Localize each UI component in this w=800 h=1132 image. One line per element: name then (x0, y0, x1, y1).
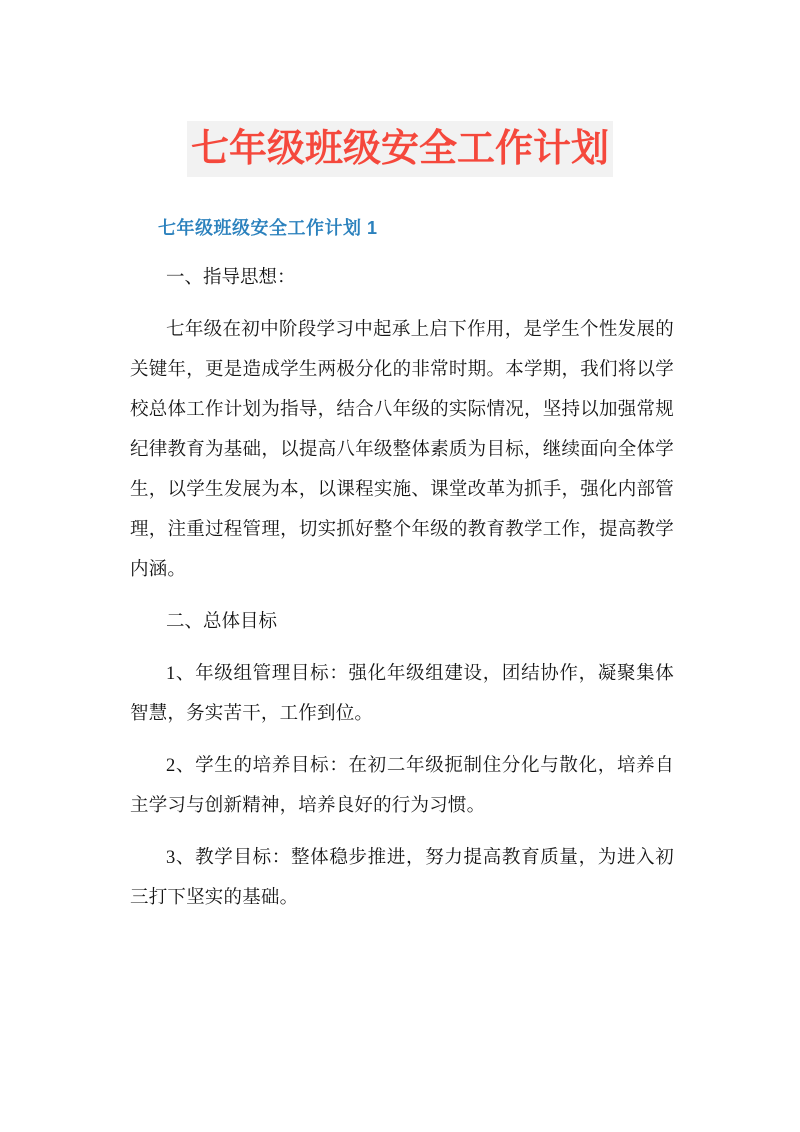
page-title: 七年级班级安全工作计划 (187, 121, 613, 177)
document-subheading: 七年级班级安全工作计划 1 (158, 218, 378, 238)
paragraph-guiding-thought-body: 七年级在初中阶段学习中起承上启下作用，是学生个性发展的关键年，更是造成学生两极分化的非常时期。本学期，我们将以学校总体工作计划为指导，结合八年级的实际情况，坚持以加强常规纪律教育为基础，以提高八年级整体素质为目标，继续面向全体学生，以学生发展为本，以课程实施、课堂改革为抓手，强化内部管理，注重过程管理，切实抓好整个年级的教育教学工作，提高教学内涵。 (130, 320, 674, 580)
section-heading-overall-goals: 二、总体目标 (166, 612, 278, 632)
document-body (130, 208, 674, 930)
paragraph-goal-2: 2、学生的培养目标：在初二年级扼制住分化与散化，培养自主学习与创新精神，培养良好的行为习惯。 (130, 756, 674, 816)
section-heading-guiding-thought: 一、指导思想： (166, 268, 296, 288)
paragraph-goal-3: 3、教学目标：整体稳步推进，努力提高教育质量，为进入初三打下坚实的基础。 (130, 848, 674, 908)
document-title-container (0, 96, 800, 203)
paragraph-goal-1: 1、年级组管理目标：强化年级组建设，团结协作，凝聚集体智慧，务实苦干，工作到位。 (130, 664, 674, 724)
